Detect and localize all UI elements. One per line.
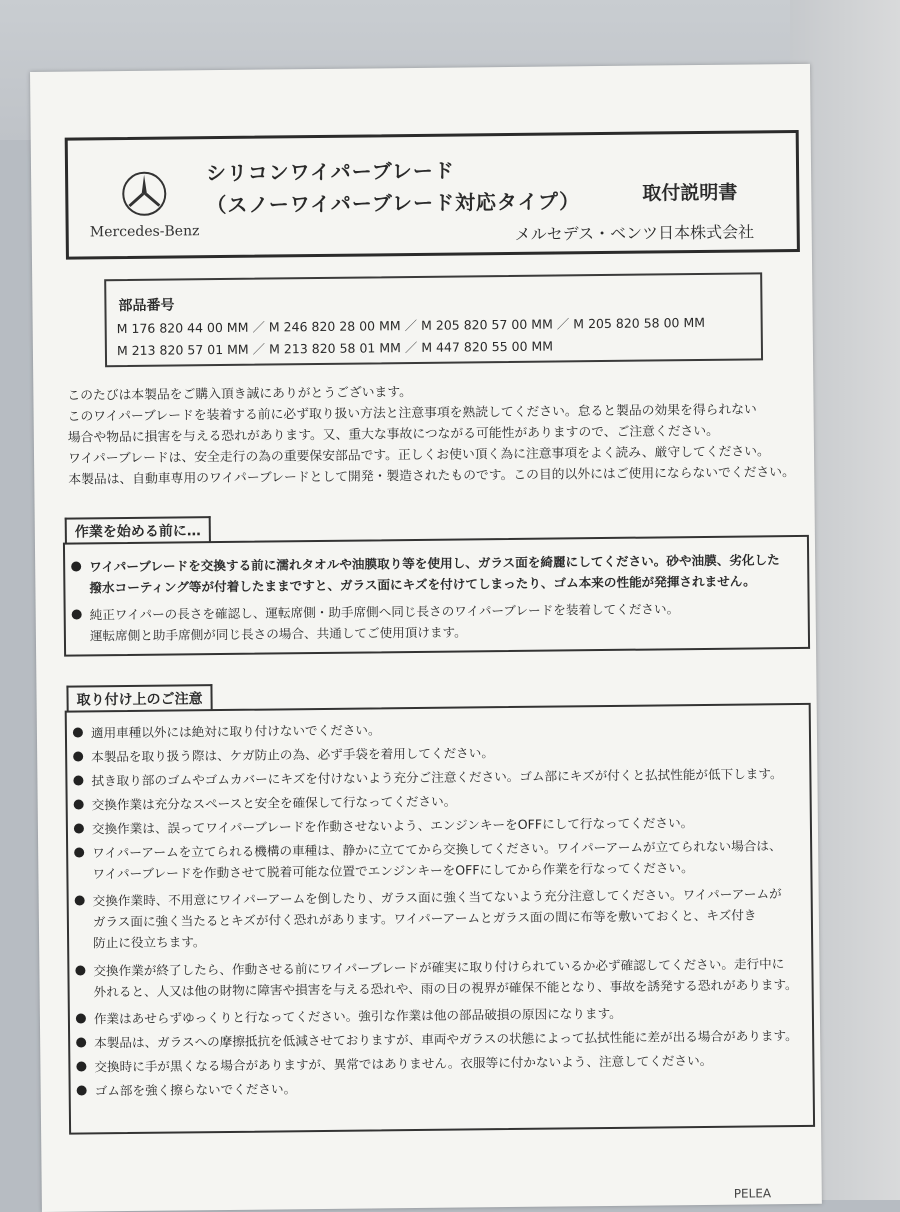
list-item — [76, 1050, 712, 1078]
part-number-line: M 176 820 44 00 MM ／ M 246 820 28 00 MM ／ M 205 820 57 00 MM ／ M 205 820 58 00 MM — [116, 314, 706, 337]
list-item-line: 交換時に手が黒くなる場合がありますが、異常ではありません。衣服等に付かないよう、注意してください。 — [94, 1052, 713, 1075]
intro-line: 本製品は、自動車専用のワイパーブレードとして開発・製造されたものです。この目的以外にはご使用にならないでください。 — [68, 465, 795, 488]
bullet-icon — [75, 895, 85, 905]
list-item-line: ワイパーブレードを交換する前に濡れタオルや油膜取り等を使用し、ガラス面を綺麗にしてください。砂や油膜、劣化した — [89, 552, 780, 575]
bullet-icon — [71, 561, 81, 571]
list-item-line: 運転席側と助手席側が同じ長さの場合、共通してご使用頂けます。 — [89, 624, 467, 644]
document-title: 取付説明書 — [642, 181, 738, 205]
list-item-line: 防止に役立ちます。 — [93, 934, 206, 951]
bullet-icon — [73, 751, 83, 761]
bullet-icon — [76, 1013, 86, 1023]
list-item — [73, 719, 381, 743]
list-item-line: 拭き取り部のゴムやゴムカバーにキズを付けないよう充分ご注意ください。ゴム部にキズが付くと払拭性能が低下します。 — [91, 766, 783, 789]
list-item-line: 交換作業が終了したら、作動させる前にワイパーブレードが確実に取り付けられているか必ず確認してください。走行中に — [93, 956, 785, 979]
intro-line: このたびは本製品をご購入頂き誠にありがとうございます。 — [67, 385, 412, 404]
intro-line: ワイパーブレードは、安全走行の為の重要保安部品です。正しくお使い頂く為に注意事項をよく読み、厳守してください。 — [67, 444, 770, 467]
list-item-line: ゴム部を強く擦らないでください。 — [94, 1081, 297, 1099]
bullet-icon — [72, 609, 82, 619]
list-item-line: 撥水コーティング等が付着したままですと、ガラス面にキズを付けてしまったり、ゴム本来の性能が発揮されません。 — [89, 573, 756, 596]
list-item — [72, 598, 680, 646]
bullet-icon — [76, 1037, 86, 1047]
product-title-line2: （スノーワイパーブレード対応タイプ） — [206, 189, 581, 218]
list-item-line: 交換作業は、誤ってワイパーブレードを作動させないよう、エンジンキーをOFFにして行なってください。 — [91, 815, 694, 837]
list-item-line: ワイパーアームを立てられる機構の車種は、静かに立ててから交換してください。ワイパーアームが立てられない場合は、 — [92, 838, 782, 861]
part-number-title: 部品番号 — [118, 297, 175, 315]
section-caution — [65, 703, 815, 1135]
bullet-icon — [74, 823, 84, 833]
list-item — [73, 763, 782, 791]
intro-line: 場合や物品に損害を与える恐れがあります。又、重大な事故につながる可能性がありますので、ご注意ください。 — [67, 423, 719, 446]
section-before-work-title: 作業を始める前に… — [65, 516, 211, 544]
header-box — [65, 130, 800, 260]
list-item — [75, 883, 783, 953]
part-number-line: M 213 820 57 01 MM ／ M 213 820 58 01 MM ／ M 447 820 55 00 MM — [116, 338, 554, 359]
part-number-box — [104, 272, 763, 367]
product-title — [206, 153, 580, 221]
list-item-line: 適用車種以外には絶対に取り付けないでください。 — [90, 722, 381, 741]
company-name: メルセデス・ベンツ日本株式会社 — [514, 222, 755, 244]
list-item — [76, 1003, 622, 1030]
mercedes-star-icon — [120, 170, 169, 219]
list-item — [74, 835, 782, 884]
list-item — [74, 791, 457, 816]
list-item-line: 純正ワイパーの長さを確認し、運転席側・助手席側へ同じ長さのワイパーブレードを装着してください。 — [89, 601, 680, 623]
bullet-icon — [73, 727, 83, 737]
logo-text: Mercedes-Benz — [89, 223, 200, 241]
mercedes-logo — [84, 169, 205, 240]
intro-text — [67, 378, 808, 491]
bullet-icon — [73, 775, 83, 785]
bullet-icon — [74, 799, 84, 809]
list-item-line: 交換作業は充分なスペースと安全を確保して行なってください。 — [91, 793, 457, 813]
bullet-icon — [76, 1061, 86, 1071]
section-before-work — [63, 535, 810, 657]
footer-mark: PELEA — [733, 1186, 772, 1201]
list-item-line: 交換作業時、不用意にワイパーアームを倒したり、ガラス面に強く当てないよう充分注意してください。ワイパーアームが — [92, 886, 782, 909]
intro-line: このワイパーブレードを装着する前に必ず取り扱い方法と注意事項を熟読してください。怠ると製品の効果を得られない — [67, 402, 757, 425]
list-item-line: 本製品は、ガラスへの摩擦抵抗を低減させておりますが、車両やガラスの状態によって払拭性能に差が出る場合があります。 — [94, 1028, 798, 1051]
instruction-sheet — [30, 64, 822, 1212]
list-item-line: 外れると、人又は他の財物に障害や損害を与える恐れや、雨の日の視界が確保不能となり、事故を誘発する恐れがあります。 — [93, 977, 798, 1000]
bullet-icon — [74, 847, 84, 857]
list-item-line: 作業はあせらずゆっくりと行なってください。強引な作業は他の部品破損の原因になります。 — [93, 1005, 622, 1027]
bullet-icon — [75, 965, 85, 975]
list-item — [74, 812, 694, 839]
list-item — [75, 953, 797, 1003]
product-title-line1: シリコンワイパーブレード — [205, 158, 455, 186]
list-item — [71, 549, 780, 598]
bullet-icon — [77, 1085, 87, 1095]
list-item-line: 本製品を取り扱う際は、ケガ防止の為、必ず手袋を着用してください。 — [91, 745, 494, 765]
section-caution-title: 取り付け上のご注意 — [66, 684, 212, 712]
list-item — [73, 742, 494, 767]
list-item-line: ワイパーブレードを作動させて脱着可能な位置でエンジンキーをOFFにしてから作業を行なってください。 — [92, 860, 694, 882]
list-item — [77, 1078, 297, 1101]
list-item-line: ガラス面に強く当たるとキズが付く恐れがあります。ワイパーアームとガラス面の間に布等を敷いておくと、キズ付き — [92, 907, 757, 930]
